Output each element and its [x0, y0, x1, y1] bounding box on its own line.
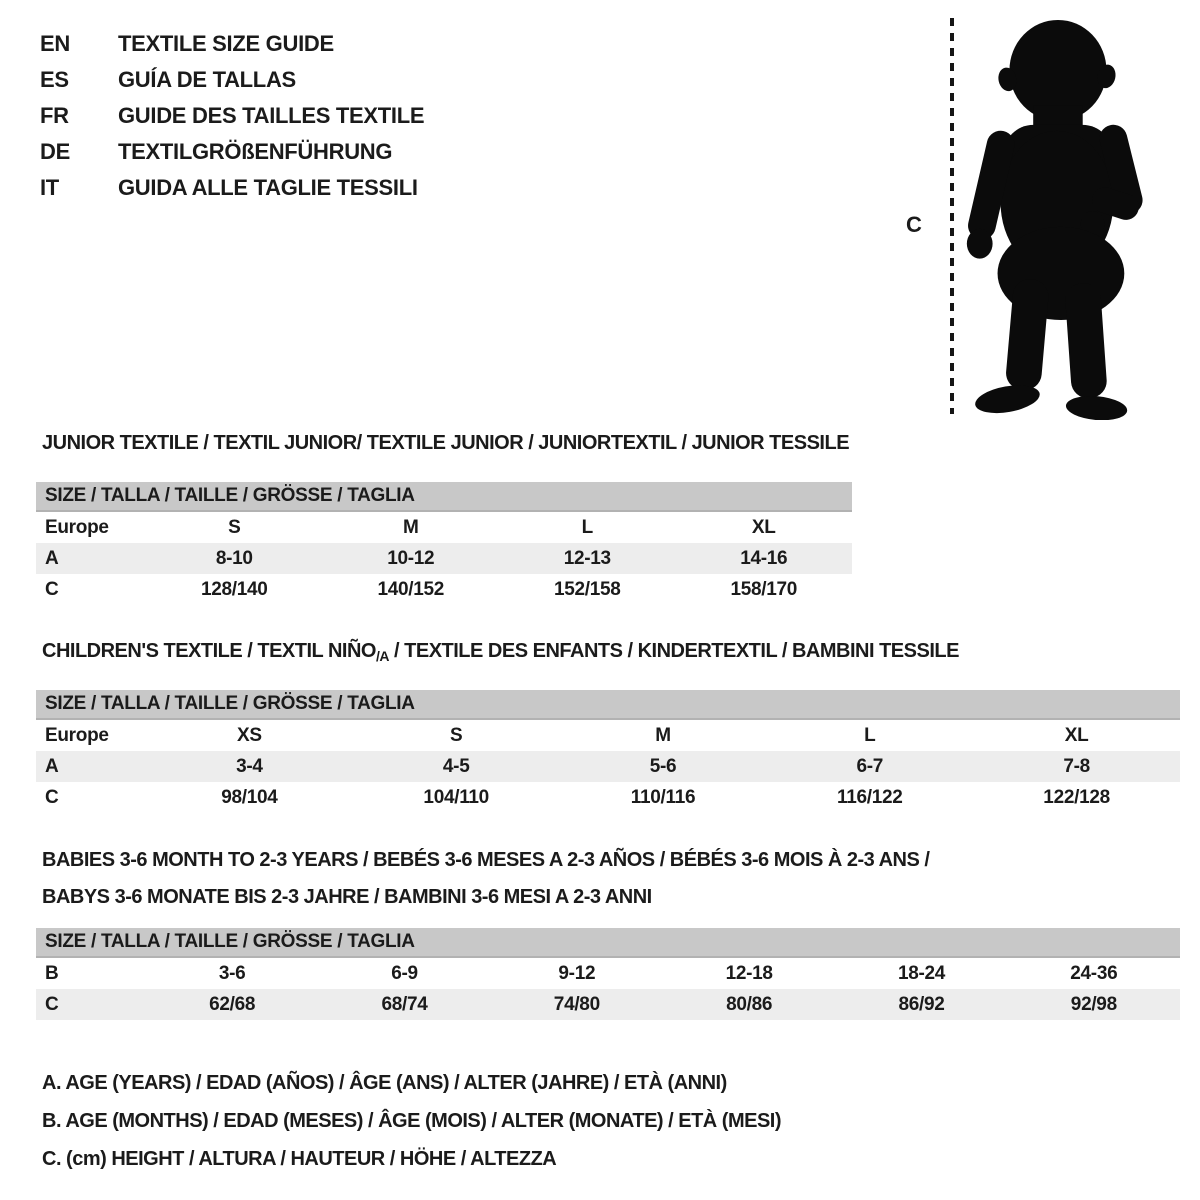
table-cell: 3-4 [236, 755, 263, 777]
table-cell: 5-6 [649, 755, 677, 777]
row-label: B [45, 962, 59, 984]
table-row-c [36, 782, 1180, 813]
heading-line: BABYS 3-6 MONATE BIS 2-3 JAHRE / BAMBINI 3-6 MESI A 2-3 ANNI [42, 886, 652, 908]
table-cell: 6-7 [856, 755, 884, 777]
junior-section-heading: JUNIOR TEXTILE / TEXTIL JUNIOR/ TEXTILE JUNIOR / JUNIORTEXTIL / JUNIOR TESSILE [42, 432, 850, 454]
children-size-table [36, 690, 1180, 813]
table-cell: 158/170 [730, 578, 798, 600]
legend-line-a: A. AGE (YEARS) / EDAD (AÑOS) / ÂGE (ANS) / ALTER (JAHRE) / ETÀ (ANNI) [42, 1072, 727, 1094]
column-header: S [450, 724, 463, 746]
measurement-legend [42, 1064, 781, 1178]
column-header: M [655, 724, 671, 746]
table-cell: 92/98 [1070, 993, 1117, 1015]
toddler-silhouette-icon [953, 14, 1153, 420]
table-cell: 98/104 [221, 786, 278, 808]
table-cell: 62/68 [209, 993, 256, 1015]
table-row-c [36, 989, 1180, 1020]
column-header: XL [1064, 724, 1089, 746]
row-label: A [45, 755, 59, 777]
row-label: C [45, 578, 59, 600]
lang-code: ES [40, 67, 69, 92]
height-measure-label: C [906, 212, 922, 237]
size-header-bar: SIZE / TALLA / TAILLE / GRÖSSE / TAGLIA [36, 690, 1180, 720]
language-title-list [40, 26, 424, 206]
table-cell: 12-18 [725, 962, 773, 984]
table-cell: 74/80 [553, 993, 600, 1015]
column-header: S [228, 516, 241, 538]
column-header: XL [751, 516, 776, 538]
table-cell: 110/116 [630, 786, 696, 808]
size-header-bar: SIZE / TALLA / TAILLE / GRÖSSE / TAGLIA [36, 928, 1180, 958]
table-cell: 10-12 [387, 547, 435, 569]
size-header-bar: SIZE / TALLA / TAILLE / GRÖSSE / TAGLIA [36, 482, 852, 512]
row-label: A [45, 547, 59, 569]
lang-code: DE [40, 139, 70, 164]
table-cell: 128/140 [200, 578, 268, 600]
table-cell: 140/152 [377, 578, 445, 600]
column-header: L [581, 516, 593, 538]
table-cell: 24-36 [1070, 962, 1118, 984]
row-label: Europe [45, 724, 109, 746]
heading-text: CHILDREN'S TEXTILE / TEXTIL NIÑO [42, 640, 376, 662]
table-cell: 9-12 [558, 962, 596, 984]
lang-row-fr [40, 98, 424, 134]
table-cell: 152/158 [553, 578, 621, 600]
lang-row-de [40, 134, 424, 170]
table-cell: 86/92 [898, 993, 945, 1015]
table-row-a [36, 751, 1180, 782]
table-row-c [36, 574, 852, 605]
row-label: C [45, 786, 59, 808]
legend-line-b: B. AGE (MONTHS) / EDAD (MESES) / ÂGE (MOIS) / ALTER (MONATE) / ETÀ (MESI) [42, 1110, 782, 1132]
table-cell: 4-5 [442, 755, 470, 777]
column-header: XS [237, 724, 262, 746]
table-row-b [36, 958, 1180, 989]
lang-title: TEXTILE SIZE GUIDE [118, 31, 334, 56]
lang-title: GUIDA ALLE TAGLIE TESSILI [118, 175, 418, 200]
table-cell: 18-24 [897, 962, 946, 984]
table-cell: 104/110 [423, 786, 489, 808]
lang-code: IT [40, 175, 59, 200]
row-label: C [45, 993, 59, 1015]
table-cell: 8-10 [215, 547, 253, 569]
junior-size-table [36, 482, 852, 605]
table-header-row [36, 720, 1180, 751]
heading-text: / TEXTILE DES ENFANTS / KINDERTEXTIL / BAMBINI TESSILE [388, 640, 959, 662]
table-cell: 12-13 [563, 547, 611, 569]
table-cell: 116/122 [837, 786, 903, 808]
babies-size-table [36, 928, 1180, 1020]
lang-row-es [40, 62, 424, 98]
table-header-row [36, 512, 852, 543]
heading-line: BABIES 3-6 MONTH TO 2-3 YEARS / BEBÉS 3-6 MESES A 2-3 AÑOS / BÉBÉS 3-6 MOIS À 2-3 ANS / [42, 849, 930, 871]
lang-title: GUIDE DES TAILLES TEXTILE [118, 103, 425, 128]
babies-section-heading [42, 842, 929, 916]
legend-line-c: C. (cm) HEIGHT / ALTURA / HAUTEUR / HÖHE / ALTEZZA [42, 1148, 557, 1170]
table-cell: 14-16 [740, 547, 788, 569]
row-label: Europe [45, 516, 109, 538]
heading-subscript: /A [375, 648, 389, 664]
children-section-heading [42, 640, 959, 664]
table-cell: 68/74 [381, 993, 428, 1015]
table-cell: 122/128 [1043, 786, 1110, 808]
lang-code: EN [40, 31, 70, 56]
table-cell: 3-6 [218, 962, 246, 984]
lang-title: GUÍA DE TALLAS [118, 67, 296, 92]
lang-title: TEXTILGRÖßENFÜHRUNG [118, 139, 393, 164]
table-cell: 7-8 [1063, 755, 1090, 777]
lang-row-en [40, 26, 424, 62]
table-cell: 6-9 [391, 962, 418, 984]
lang-code: FR [40, 103, 69, 128]
column-header: L [864, 724, 876, 746]
lang-row-it [40, 170, 424, 206]
table-cell: 80/86 [726, 993, 773, 1015]
table-row-a [36, 543, 852, 574]
column-header: M [402, 516, 419, 538]
